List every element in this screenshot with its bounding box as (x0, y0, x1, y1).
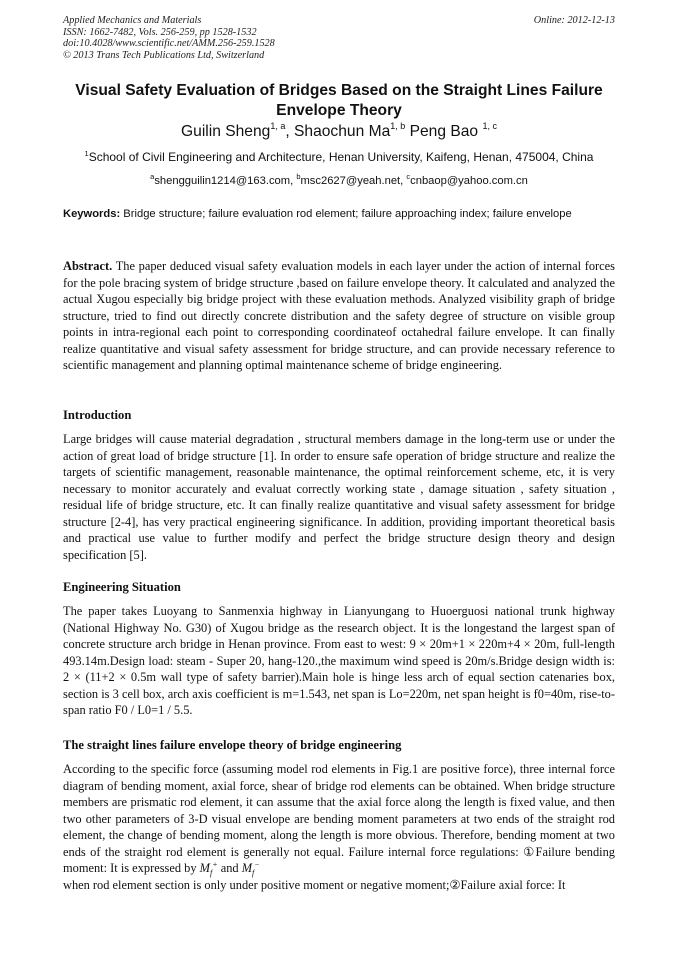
issn-line: ISSN: 1662-7482, Vols. 256-259, pp 1528-1532 (63, 26, 257, 38)
email-mark: a (150, 172, 155, 181)
email-mark: c (406, 172, 411, 181)
email-address: shengguilin1214@163.com, (154, 175, 297, 187)
email-address: cnbaop@yahoo.com.cn (410, 175, 528, 187)
keywords-label: Keywords: (63, 208, 121, 220)
engineering-situation-paragraph: The paper takes Luoyang to Sanmenxia highway in Lianyungang to Huoerguosi national trunk highway (National Highway No. G30) of Xugou bridge as the research object. It is the longestand the largest span of concrete structure arch bridge in Henan province. From east to west: 9 × 20m+1 × 220m+4 × 20m, full-length 493.14m.Design load: steam - Super 20, hang-120.,the maximum wind speed is 20m/s.Bridge design width is: 2 × (11+2 × 0.5m wall type of safety barrier).Main hole is hinge less arch of equal section catenaries box, section is 3 cell box, arch axis coefficient is m=1.543, net span is Lo=220m, net span height is f0=40m, rise-to-span ratio F0 / L0=1 / 5.5. (63, 604, 615, 717)
abstract-label: Abstract. (63, 259, 113, 273)
paper-title: Visual Safety Evaluation of Bridges Based on the Straight Lines Failure Envelope Theory (75, 82, 603, 119)
theory-conjunction: and (217, 861, 242, 875)
keywords (63, 207, 615, 223)
math-variable: M (199, 861, 210, 875)
journal-name: Applied Mechanics and Materials (63, 15, 202, 26)
section-heading-engineering-situation: Engineering Situation (63, 580, 181, 594)
keywords-text: Bridge structure; failure evaluation rod element; failure approaching index; failure envelope (120, 208, 572, 220)
journal-header (63, 15, 275, 61)
author-name: Guilin Sheng (181, 123, 271, 140)
abstract-text: The paper deduced visual safety evaluation models in each layer under the action of internal forces for the pole bracing system of bridge structure ,based on failure envelope theory. It calculated and analyzed the actual Xugou especially big bridge project with these evaluation methods. Analyzed visibility graph of bridge structure, tried to find out directly concrete distribution and the safety degree of structure on visible group points in intra-regional each point to corresponding coordinateof octahedral failure envelope. It can finally realize quantitative and visual safety assessment for bridge structure, and can provide necessary reference to scientific management and planning optimal maintenance scheme of bridge engineering. (63, 259, 615, 372)
author-affil-mark: 1, c (482, 121, 497, 131)
online-date: Online: 2012-12-13 (533, 15, 615, 26)
theory-text: According to the specific force (assuming model rod elements in Fig.1 are positive force), three internal force diagram of bending moment, axial force, shear of bridge rod elements can be obtained. When bridge structure members are prismatic rod element, it can assume that the axial force along the length is fixed value, and then two other parameters of 3-D visual envelope are bending moment parameters at two ends of the straight rod element, the change of bending moment, along the length is more obvious. Therefore, bending moment at two ends of the straight rod element is generally not equal. Failure internal force regulations: ①Failure bending moment: It is expressed by (63, 762, 615, 875)
affiliation-mark: 1 (84, 149, 89, 158)
introduction-paragraph: Large bridges will cause material degradation , structural members damage in the long-term use or under the action of great load of bridge structure [1]. In order to ensure safe operation of bridge structure and realize the targets of scientific management, reasonable maintenance, the optimal reinforcement scheme, etc, it is very necessary to monitor accurately and evaluat correctly working state , damage situation , safety situation , residual life of bridge structure, etc. It can finally realize quantitative and visual safety assessment for bridge structure [2-4], has very practical engineering significance. In addition, providing important theoretical basis and practical use value to further modify and perfect the bridge structure design theory and design specification [5]. (63, 432, 615, 562)
affiliation-text: School of Civil Engineering and Architecture, Henan University, Kaifeng, Henan, 475004, China (88, 150, 594, 164)
author-emails (63, 174, 615, 189)
moment-symbol-positive: $M_f^+$ (199, 859, 218, 878)
moment-symbol-negative: $M_f^-$ (241, 859, 260, 878)
section-heading-introduction: Introduction (63, 408, 132, 422)
math-variable: M (241, 861, 253, 875)
doi-line: doi:10.4028/www.scientific.net/AMM.256-259.1528 (63, 38, 275, 50)
author-affil-mark: 1, b (390, 121, 406, 131)
author-name: Peng Bao (405, 123, 483, 140)
failure-envelope-theory-paragraph (63, 761, 615, 893)
author-affil-mark: 1, a (270, 121, 286, 131)
author-name: , Shaochun Ma (285, 123, 391, 140)
theory-text-continued: when rod element section is only under positive moment or negative moment;②Failure axial force: It (63, 877, 566, 892)
affiliation (63, 150, 615, 165)
abstract (63, 258, 615, 374)
email-mark: b (296, 172, 301, 181)
email-address: msc2627@yeah.net, (300, 175, 407, 187)
author-list (63, 122, 615, 142)
section-heading-failure-envelope-theory: The straight lines failure envelope theory of bridge engineering (63, 738, 402, 752)
copyright-line: © 2013 Trans Tech Publications Ltd, Switzerland (63, 49, 265, 61)
